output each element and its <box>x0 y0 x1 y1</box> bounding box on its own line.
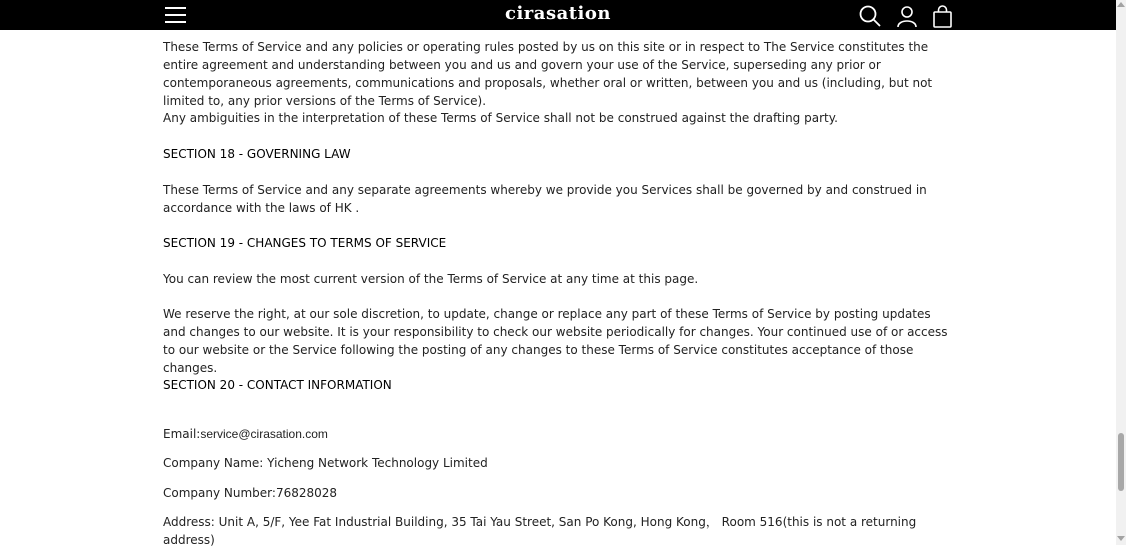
contact-address: Address: Unit A, 5/F, Yee Fat Industrial Building, 35 Tai Yau Street, San Po Kong, Hong Kong， Room 516(this is not a returning address) <box>163 515 917 547</box>
email-link[interactable]: service@cirasation.com <box>200 427 328 441</box>
contact-company-number: Company Number:76828028 <box>163 486 338 500</box>
section-20-heading: SECTION 20 - CONTACT INFORMATION <box>163 378 392 392</box>
section-19-heading: SECTION 19 - CHANGES TO TERMS OF SERVICE <box>163 236 447 250</box>
section-18-heading: SECTION 18 - GOVERNING LAW <box>163 147 351 161</box>
email-label: Email: <box>163 427 201 441</box>
paragraph-entire-agreement: These Terms of Service and any policies or operating rules posted by us on this site or in respect to The Service constitutes the entire agreement and understanding between you and us and govern your use of the Service, superseding any prior or contemporaneous agreements, communications and proposals, whether oral or written, between you and us (including, but not limited to, any prior versions of the Terms of Service). <box>163 40 933 108</box>
bag-icon[interactable] <box>931 4 955 28</box>
scroll-up-icon[interactable] <box>1117 2 1125 7</box>
paragraph-reserve-right: We reserve the right, at our sole discretion, to update, change or replace any part of these Terms of Service by posting updates and changes to our website. It is your responsibility to check our website periodically for changes. Your continued use of or access to our website or the Service following the posting of any changes to these Terms of Service constitutes acceptance of those changes. <box>163 307 948 375</box>
search-icon[interactable] <box>858 4 882 28</box>
contact-company-name: Company Name: Yicheng Network Technology Limited <box>163 456 488 470</box>
paragraph-governing-law: These Terms of Service and any separate agreements whereby we provide you Services shall be governed by and construed in accordance with the laws of HK . <box>163 183 927 215</box>
scroll-thumb[interactable] <box>1118 433 1124 491</box>
paragraph-review: You can review the most current version of the Terms of Service at any time at this page. <box>163 272 699 286</box>
vertical-scrollbar[interactable] <box>1116 0 1126 545</box>
scroll-down-icon[interactable] <box>1117 536 1125 541</box>
paragraph-ambiguities: Any ambiguities in the interpretation of these Terms of Service shall not be construed against the drafting party. <box>163 111 838 125</box>
top-header <box>0 0 1116 30</box>
user-icon[interactable] <box>895 4 919 28</box>
site-logo[interactable]: cirasation <box>505 3 611 24</box>
contact-email <box>163 425 955 443</box>
